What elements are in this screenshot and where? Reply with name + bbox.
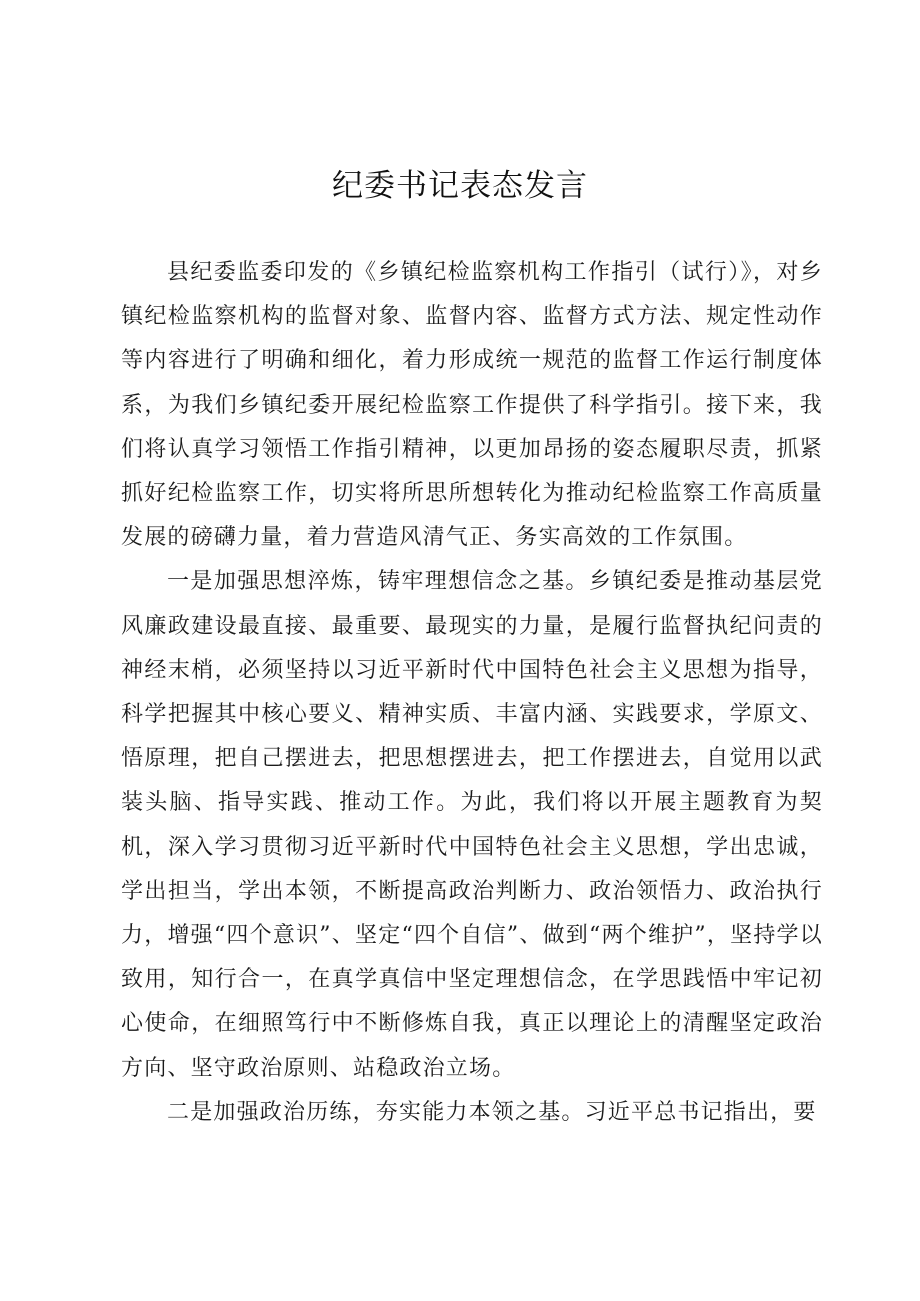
document-body [121, 251, 823, 1135]
document-title: 纪委书记表态发言 [332, 168, 588, 204]
paragraph-point-one: 一是加强思想淬炼，铸牢理想信念之基。乡镇纪委是推动基层党风廉政建设最直接、最重要、最现实的力量，是履行监督执纪问责的神经末梢，必须坚持以习近平新时代中国特色社会主义思想为指导，科学把握其中核心要义、精神实质、丰富内涵、实践要求，学原文、悟原理，把自己摆进去，把思想摆进去，把工作摆进去，自觉用以武装头脑、指导实践、推动工作。为此，我们将以开展主题教育为契机，深入学习贯彻习近平新时代中国特色社会主义思想，学出忠诚，学出担当，学出本领，不断提高政治判断力、政治领悟力、政治执行力，增强“四个意识”、坚定“四个自信”、做到“两个维护”，坚持学以致用，知行合一，在真学真信中坚定理想信念，在学思践悟中牢记初心使命，在细照笃行中不断修炼自我，真正以理论上的清醒坚定政治方向、坚守政治原则、站稳政治立场。 [121, 569, 823, 1081]
paragraph-point-two: 二是加强政治历练，夯实能力本领之基。习近平总书记指出，要 [167, 1099, 817, 1125]
paragraph-intro: 县纪委监委印发的《乡镇纪检监察机构工作指引（试行）》，对乡镇纪检监察机构的监督对象、监督内容、监督方式方法、规定性动作等内容进行了明确和细化，着力形成统一规范的监督工作运行制度体系，为我们乡镇纪委开展纪检监察工作提供了科学指引。接下来，我们将认真学习领悟工作指引精神，以更加昂扬的姿态履职尽责，抓紧抓好纪检监察工作，切实将所思所想转化为推动纪检监察工作高质量发展的磅礴力量，着力营造风清气正、务实高效的工作氛围。 [121, 260, 823, 551]
